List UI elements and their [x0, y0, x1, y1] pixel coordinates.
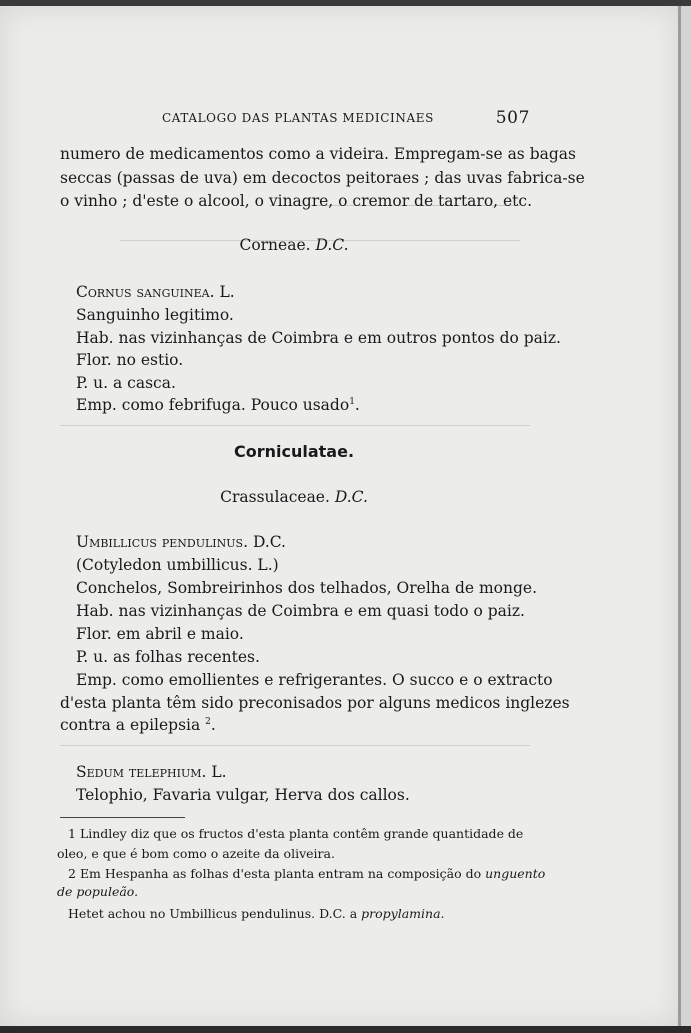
family-heading-crassulaceae	[60, 488, 528, 506]
footnote-text: Lindley diz que os fructos d'esta planta contêm grande quantidade de	[79, 826, 524, 841]
footnote-italic: propylamina.	[361, 906, 445, 921]
footnote-text: Em Hespanha as folhas d'esta planta entram na composição do	[79, 866, 482, 881]
family-authority: D.C.	[334, 488, 368, 506]
text-line: d'esta planta têm sido preconisados por alguns medicos inglezes	[60, 694, 570, 712]
species-heading	[76, 763, 227, 781]
page-number: 507	[495, 108, 530, 128]
emp-text: contra a epilepsia	[60, 716, 201, 734]
text-line: numero de medicamentos como a videira. Empregam-se as bagas	[60, 145, 576, 163]
text-line: Flor. no estio.	[76, 351, 184, 369]
text-line: contra a epilepsia $^2$.	[60, 716, 216, 734]
text-line: Flor. em abril e maio.	[76, 625, 244, 643]
footnote-3	[68, 906, 445, 921]
family-heading-corneae	[60, 236, 528, 254]
text-line: Hab. nas vizinhanças de Coimbra e em quasi todo o paiz.	[76, 602, 525, 620]
scan-bottom-border	[0, 1026, 691, 1033]
family-name: Corneae.	[239, 236, 311, 254]
species-heading	[76, 533, 286, 551]
species-author: L.	[219, 283, 235, 301]
family-authority: D.C.	[315, 236, 349, 254]
text-line: Telophio, Favaria vulgar, Herva dos callos.	[76, 786, 410, 804]
text-line: Hab. nas vizinhanças de Coimbra e em outros pontos do paiz.	[76, 329, 561, 347]
text-line: P. u. a casca.	[76, 374, 176, 392]
text-line: (Cotyledon umbillicus. L.)	[76, 556, 279, 574]
footnote-text: oleo, e que é bom como o azeite da oliveira.	[57, 846, 335, 861]
species-name: Umbillicus pendulinus.	[76, 533, 249, 551]
running-header	[60, 108, 530, 130]
footnote-italic: de populeão.	[57, 884, 139, 899]
class-heading: Corniculatae.	[233, 442, 355, 461]
species-author: L.	[211, 763, 227, 781]
text-line: P. u. as folhas recentes.	[76, 648, 260, 666]
footnote-1	[68, 826, 523, 841]
text-line: o vinho ; d'este o alcool, o vinagre, o cremor de tartaro, etc.	[60, 192, 533, 210]
text-line: Emp. como febrifuga. Pouco usado$^1$.	[76, 396, 360, 414]
species-name: Cornus sanguinea.	[76, 283, 215, 301]
species-heading	[76, 283, 235, 301]
emp-text: Emp. como febrifuga. Pouco usado	[76, 396, 350, 414]
footnote-number: 2	[68, 866, 76, 881]
bleed-through	[60, 425, 530, 436]
footnote-2	[68, 866, 545, 881]
running-title: CATALOGO DAS PLANTAS MEDICINAES	[162, 111, 434, 125]
family-name: Crassulaceae.	[220, 488, 330, 506]
species-name: Sedum telephium.	[76, 763, 207, 781]
footnote-rule	[60, 817, 185, 818]
footnote-italic: unguento	[485, 866, 546, 881]
footnote-ref: 1	[349, 397, 355, 407]
footnote-number: 1	[68, 826, 76, 841]
text-line: Emp. como emollientes e refrigerantes. O succo e o extracto	[76, 671, 553, 689]
text-line: Conchelos, Sombreirinhos dos telhados, Orelha de monge.	[76, 579, 537, 597]
species-author: D.C.	[252, 533, 286, 551]
text-line: Sanguinho legitimo.	[76, 306, 234, 324]
footnote-ref: 2	[205, 717, 211, 727]
bleed-through	[60, 745, 530, 756]
footnote-text: Hetet achou no Umbillicus pendulinus. D.C. a	[68, 906, 358, 921]
text-line: seccas (passas de uva) em decoctos peitoraes ; das uvas fabrica-se	[60, 169, 585, 187]
